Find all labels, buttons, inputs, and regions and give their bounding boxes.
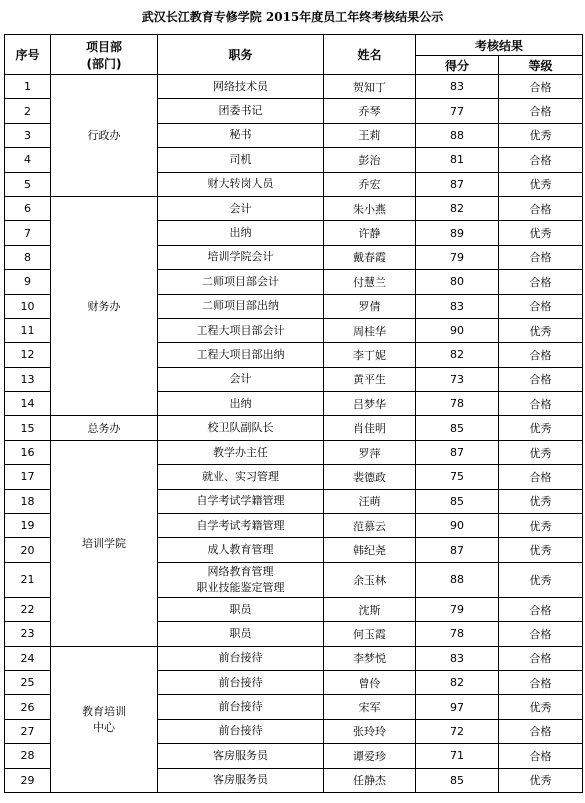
job-cell bbox=[158, 367, 324, 391]
header-job: 职务 bbox=[158, 35, 324, 75]
grade-cell: 合格 bbox=[499, 465, 583, 489]
seq-cell: 11 bbox=[5, 318, 51, 342]
grade-cell: 优秀 bbox=[499, 123, 583, 147]
table-row bbox=[5, 416, 583, 440]
dept-label: 培训学院 bbox=[82, 537, 126, 551]
job-title: 职员 bbox=[229, 626, 252, 640]
job-cell bbox=[158, 514, 324, 538]
score-cell: 85 bbox=[416, 768, 499, 792]
table-row bbox=[5, 646, 583, 670]
grade-cell: 合格 bbox=[499, 622, 583, 646]
score-cell: 79 bbox=[416, 245, 499, 269]
score-cell: 85 bbox=[416, 416, 499, 440]
grade-cell: 合格 bbox=[499, 99, 583, 123]
job-title: 校卫队副队长 bbox=[207, 421, 274, 435]
grade-cell: 优秀 bbox=[499, 416, 583, 440]
name-cell: 周桂华 bbox=[324, 318, 416, 342]
job-cell bbox=[158, 245, 324, 269]
header-dept-line2: (部门) bbox=[86, 56, 122, 71]
grade-cell: 合格 bbox=[499, 270, 583, 294]
grade-cell: 优秀 bbox=[499, 695, 583, 719]
dept-cell bbox=[51, 646, 158, 792]
name-cell: 汪萌 bbox=[324, 489, 416, 513]
dept-label: 总务办 bbox=[87, 422, 121, 436]
grade-cell: 优秀 bbox=[499, 318, 583, 342]
name-cell: 王莉 bbox=[324, 123, 416, 147]
dept-label: 财务办 bbox=[87, 300, 121, 314]
grade-cell: 合格 bbox=[499, 646, 583, 670]
dept-cell bbox=[51, 75, 158, 197]
job-cell bbox=[158, 148, 324, 172]
seq-cell: 6 bbox=[5, 196, 51, 220]
results-table bbox=[4, 34, 583, 793]
dept-cell bbox=[51, 440, 158, 646]
score-cell: 87 bbox=[416, 538, 499, 562]
name-cell: 朱小燕 bbox=[324, 196, 416, 220]
dept-label: 行政办 bbox=[87, 129, 121, 143]
name-cell: 彭治 bbox=[324, 148, 416, 172]
score-cell: 73 bbox=[416, 367, 499, 391]
job-cell bbox=[158, 221, 324, 245]
job-cell bbox=[158, 270, 324, 294]
job-title: 教学办主任 bbox=[213, 445, 268, 459]
job-cell bbox=[158, 670, 324, 694]
grade-cell: 优秀 bbox=[499, 489, 583, 513]
seq-cell: 1 bbox=[5, 75, 51, 99]
job-title: 前台接待 bbox=[218, 700, 263, 714]
name-cell: 谭爱珍 bbox=[324, 744, 416, 768]
job-title: 网络教育管理 bbox=[207, 564, 274, 578]
job-cell bbox=[158, 465, 324, 489]
name-cell: 张玲玲 bbox=[324, 719, 416, 743]
score-cell: 83 bbox=[416, 646, 499, 670]
score-cell: 82 bbox=[416, 196, 499, 220]
seq-cell: 27 bbox=[5, 719, 51, 743]
seq-cell: 12 bbox=[5, 343, 51, 367]
table-header bbox=[5, 35, 583, 75]
header-grade: 等级 bbox=[499, 56, 583, 75]
job-cell bbox=[158, 99, 324, 123]
job-title: 培训学院会计 bbox=[207, 250, 274, 264]
name-cell: 韩纪尧 bbox=[324, 538, 416, 562]
score-cell: 77 bbox=[416, 99, 499, 123]
grade-cell: 合格 bbox=[499, 719, 583, 743]
grade-cell: 合格 bbox=[499, 343, 583, 367]
seq-cell: 22 bbox=[5, 597, 51, 621]
seq-cell: 8 bbox=[5, 245, 51, 269]
job-title: 自学考试学籍管理 bbox=[196, 494, 285, 508]
seq-cell: 14 bbox=[5, 392, 51, 416]
name-cell: 乔宏 bbox=[324, 172, 416, 196]
score-cell: 79 bbox=[416, 597, 499, 621]
job-title: 客房服务员 bbox=[213, 773, 268, 787]
job-title: 网络技术员 bbox=[213, 79, 268, 93]
name-cell: 宋军 bbox=[324, 695, 416, 719]
job-cell bbox=[158, 440, 324, 464]
job-title: 工程大项目部会计 bbox=[196, 323, 285, 337]
grade-cell: 合格 bbox=[499, 148, 583, 172]
header-result: 考核结果 bbox=[416, 35, 583, 56]
seq-cell: 25 bbox=[5, 670, 51, 694]
seq-cell: 15 bbox=[5, 416, 51, 440]
job-cell bbox=[158, 392, 324, 416]
name-cell: 李丁妮 bbox=[324, 343, 416, 367]
job-cell bbox=[158, 294, 324, 318]
grade-cell: 优秀 bbox=[499, 538, 583, 562]
grade-cell: 合格 bbox=[499, 367, 583, 391]
dept-label-line2: 中心 bbox=[93, 721, 115, 735]
score-cell: 82 bbox=[416, 670, 499, 694]
score-cell: 90 bbox=[416, 514, 499, 538]
seq-cell: 23 bbox=[5, 622, 51, 646]
dept-cell bbox=[51, 196, 158, 416]
job-cell bbox=[158, 489, 324, 513]
job-title: 会计 bbox=[229, 372, 252, 386]
table-row bbox=[5, 196, 583, 220]
grade-cell: 合格 bbox=[499, 670, 583, 694]
grade-cell: 合格 bbox=[499, 597, 583, 621]
table-body bbox=[5, 75, 583, 793]
grade-cell: 优秀 bbox=[499, 440, 583, 464]
dept-label: 教育培训 bbox=[82, 705, 126, 719]
seq-cell: 24 bbox=[5, 646, 51, 670]
grade-cell: 优秀 bbox=[499, 768, 583, 792]
seq-cell: 2 bbox=[5, 99, 51, 123]
score-cell: 83 bbox=[416, 75, 499, 99]
job-title: 财大转岗人员 bbox=[207, 177, 274, 191]
seq-cell: 21 bbox=[5, 562, 51, 597]
job-cell bbox=[158, 768, 324, 792]
name-cell: 肖佳明 bbox=[324, 416, 416, 440]
score-cell: 88 bbox=[416, 562, 499, 597]
job-title: 客房服务员 bbox=[213, 748, 268, 762]
score-cell: 81 bbox=[416, 148, 499, 172]
job-cell bbox=[158, 196, 324, 220]
job-cell bbox=[158, 123, 324, 147]
job-title: 出纳 bbox=[229, 226, 252, 240]
name-cell: 付慧兰 bbox=[324, 270, 416, 294]
job-cell bbox=[158, 695, 324, 719]
job-cell bbox=[158, 172, 324, 196]
seq-cell: 5 bbox=[5, 172, 51, 196]
seq-cell: 7 bbox=[5, 221, 51, 245]
name-cell: 戴春霞 bbox=[324, 245, 416, 269]
table-row bbox=[5, 440, 583, 464]
seq-cell: 16 bbox=[5, 440, 51, 464]
name-cell: 吕梦华 bbox=[324, 392, 416, 416]
grade-cell: 合格 bbox=[499, 245, 583, 269]
seq-cell: 3 bbox=[5, 123, 51, 147]
job-cell bbox=[158, 75, 324, 99]
grade-cell: 合格 bbox=[499, 294, 583, 318]
job-cell bbox=[158, 597, 324, 621]
name-cell: 曾伶 bbox=[324, 670, 416, 694]
name-cell: 余玉林 bbox=[324, 562, 416, 597]
score-cell: 78 bbox=[416, 622, 499, 646]
table-row bbox=[5, 75, 583, 99]
score-cell: 82 bbox=[416, 343, 499, 367]
grade-cell: 优秀 bbox=[499, 221, 583, 245]
name-cell: 李梦悦 bbox=[324, 646, 416, 670]
grade-cell: 合格 bbox=[499, 744, 583, 768]
name-cell: 任静杰 bbox=[324, 768, 416, 792]
seq-cell: 20 bbox=[5, 538, 51, 562]
seq-cell: 26 bbox=[5, 695, 51, 719]
header-name: 姓名 bbox=[324, 35, 416, 75]
name-cell: 裴德政 bbox=[324, 465, 416, 489]
job-cell bbox=[158, 646, 324, 670]
header-score: 得分 bbox=[416, 56, 499, 75]
job-title: 司机 bbox=[229, 152, 252, 166]
name-cell: 范慕云 bbox=[324, 514, 416, 538]
job-title: 工程大项目部出纳 bbox=[196, 347, 285, 361]
job-title-line2: 职业技能鉴定管理 bbox=[196, 580, 285, 594]
grade-cell: 优秀 bbox=[499, 514, 583, 538]
seq-cell: 17 bbox=[5, 465, 51, 489]
job-title: 秘书 bbox=[229, 128, 252, 142]
job-title: 会计 bbox=[229, 201, 252, 215]
score-cell: 80 bbox=[416, 270, 499, 294]
job-cell bbox=[158, 622, 324, 646]
name-cell: 许静 bbox=[324, 221, 416, 245]
grade-cell: 合格 bbox=[499, 196, 583, 220]
seq-cell: 18 bbox=[5, 489, 51, 513]
score-cell: 89 bbox=[416, 221, 499, 245]
name-cell: 贺知丁 bbox=[324, 75, 416, 99]
seq-cell: 19 bbox=[5, 514, 51, 538]
job-title: 二师项目部出纳 bbox=[202, 299, 279, 313]
job-title: 职员 bbox=[229, 602, 252, 616]
job-title: 前台接待 bbox=[218, 651, 263, 665]
name-cell: 罗倩 bbox=[324, 294, 416, 318]
job-title: 自学考试考籍管理 bbox=[196, 518, 285, 532]
dept-cell bbox=[51, 416, 158, 440]
name-cell: 乔琴 bbox=[324, 99, 416, 123]
seq-cell: 9 bbox=[5, 270, 51, 294]
score-cell: 85 bbox=[416, 489, 499, 513]
job-cell bbox=[158, 744, 324, 768]
header-seq: 序号 bbox=[5, 35, 51, 75]
job-title: 出纳 bbox=[229, 396, 252, 410]
seq-cell: 29 bbox=[5, 768, 51, 792]
page-title: 武汉长江教育专修学院 2015年度员工年终考核结果公示 bbox=[141, 10, 444, 24]
seq-cell: 13 bbox=[5, 367, 51, 391]
job-cell bbox=[158, 416, 324, 440]
name-cell: 罗萍 bbox=[324, 440, 416, 464]
score-cell: 97 bbox=[416, 695, 499, 719]
grade-cell: 优秀 bbox=[499, 172, 583, 196]
score-cell: 72 bbox=[416, 719, 499, 743]
score-cell: 75 bbox=[416, 465, 499, 489]
job-cell bbox=[158, 719, 324, 743]
job-cell bbox=[158, 538, 324, 562]
name-cell: 沈斯 bbox=[324, 597, 416, 621]
grade-cell: 合格 bbox=[499, 75, 583, 99]
grade-cell: 合格 bbox=[499, 392, 583, 416]
score-cell: 78 bbox=[416, 392, 499, 416]
seq-cell: 4 bbox=[5, 148, 51, 172]
grade-cell: 优秀 bbox=[499, 562, 583, 597]
job-title: 前台接待 bbox=[218, 675, 263, 689]
header-dept-line1: 项目部 bbox=[85, 39, 122, 54]
job-cell bbox=[158, 343, 324, 367]
score-cell: 88 bbox=[416, 123, 499, 147]
seq-cell: 10 bbox=[5, 294, 51, 318]
job-cell bbox=[158, 562, 324, 597]
header-dept bbox=[51, 35, 158, 75]
score-cell: 90 bbox=[416, 318, 499, 342]
score-cell: 87 bbox=[416, 440, 499, 464]
seq-cell: 28 bbox=[5, 744, 51, 768]
score-cell: 87 bbox=[416, 172, 499, 196]
job-title: 成人教育管理 bbox=[207, 543, 274, 557]
job-title: 二师项目部会计 bbox=[202, 274, 279, 288]
score-cell: 83 bbox=[416, 294, 499, 318]
job-title: 前台接待 bbox=[218, 724, 263, 738]
job-cell bbox=[158, 318, 324, 342]
score-cell: 71 bbox=[416, 744, 499, 768]
name-cell: 何玉霞 bbox=[324, 622, 416, 646]
name-cell: 黄平生 bbox=[324, 367, 416, 391]
job-title: 就业、实习管理 bbox=[202, 469, 279, 483]
job-title: 团委书记 bbox=[218, 104, 263, 118]
